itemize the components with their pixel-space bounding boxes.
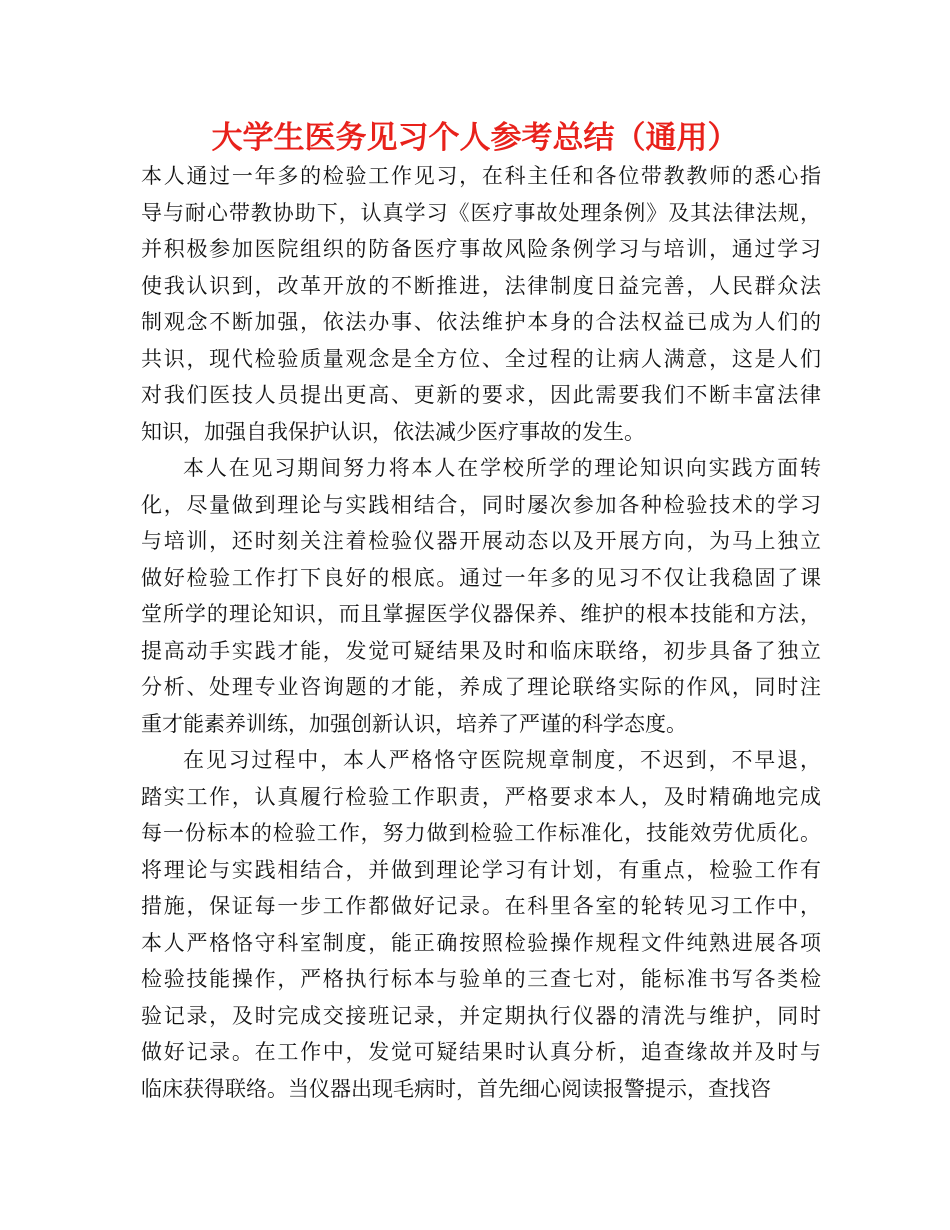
text-line: 对我们医技人员提出更高、更新的要求，因此需要我们不断丰富法律: [141, 383, 821, 407]
text-line: 检验技能操作，严格执行标本与验单的三查七对，能标准书写各类检: [141, 967, 821, 991]
text-line: 本人严格恪守科室制度，能正确按照检验操作规程文件纯熟进展各项: [141, 930, 821, 955]
text-line: 将理论与实践相结合，并做到理论学习有计划，有重点，检验工作有: [141, 857, 821, 882]
document-title: 大学生医务见习个人参考总结（通用）: [211, 120, 739, 156]
text-line: 踏实工作，认真履行检验工作职责，严格要求本人，及时精确地完成: [141, 784, 821, 809]
text-line: 措施，保证每一步工作都做好记录。在科里各室的轮转见习工作中，: [141, 894, 821, 918]
text-line: 化，尽量做到理论与实践相结合，同时屡次参加各种检验技术的学习: [141, 492, 821, 517]
paragraph: [141, 742, 821, 1107]
text-line: 分析、处理专业咨询题的才能，养成了理论联络实际的作风，同时注: [141, 675, 821, 699]
text-line: 做好检验工作打下良好的根底。通过一年多的见习不仅让我稳固了课: [141, 565, 821, 590]
text-line: 本人在见习期间努力将本人在学校所学的理论知识向实践方面转: [183, 456, 821, 480]
paragraph: [141, 450, 821, 742]
paragraph: [141, 158, 821, 450]
text-line: 使我认识到，改革开放的不断推进，法律制度日益完善，人民群众法: [141, 273, 821, 298]
text-line: 每一份标本的检验工作，努力做到检验工作标准化，技能效劳优质化。: [141, 821, 821, 845]
text-line: 做好记录。在工作中，发觉可疑结果时认真分析，追查缘故并及时与: [141, 1040, 821, 1064]
text-line: 导与耐心带教协助下，认真学习《医疗事故处理条例》及其法律法规，: [141, 200, 821, 225]
text-line: 重才能素养训练，加强创新认识，培养了严谨的科学态度。: [141, 711, 687, 736]
text-line: 知识，加强自我保护认识，依法减少医疗事故的发生。: [141, 419, 645, 444]
text-line: 本人通过一年多的检验工作见习，在科主任和各位带教教师的悉心指: [141, 164, 821, 188]
text-line: 堂所学的理论知识，而且掌握医学仪器保养、维护的根本技能和方法，: [141, 602, 821, 626]
text-line: 提高动手实践才能，发觉可疑结果及时和临床联络，初步具备了独立: [141, 638, 821, 663]
text-line: 验记录，及时完成交接班记录，并定期执行仪器的清洗与维护，同时: [141, 1003, 821, 1028]
text-line: 共识，现代检验质量观念是全方位、全过程的让病人满意，这是人们: [141, 346, 821, 371]
text-line: 在见习过程中，本人严格恪守医院规章制度，不迟到，不早退，: [183, 748, 821, 772]
document-body: [141, 158, 821, 1107]
text-line: 临床获得联络。当仪器出现毛病时，首先细心阅读报警提示，查找咨: [141, 1076, 771, 1101]
text-line: 与培训，还时刻关注着检验仪器开展动态以及开展方向，为马上独立: [141, 529, 821, 553]
text-line: 制观念不断加强，依法办事、依法维护本身的合法权益已成为人们的: [141, 310, 821, 334]
text-line: 并积极参加医院组织的防备医疗事故风险条例学习与培训，通过学习: [141, 237, 821, 261]
